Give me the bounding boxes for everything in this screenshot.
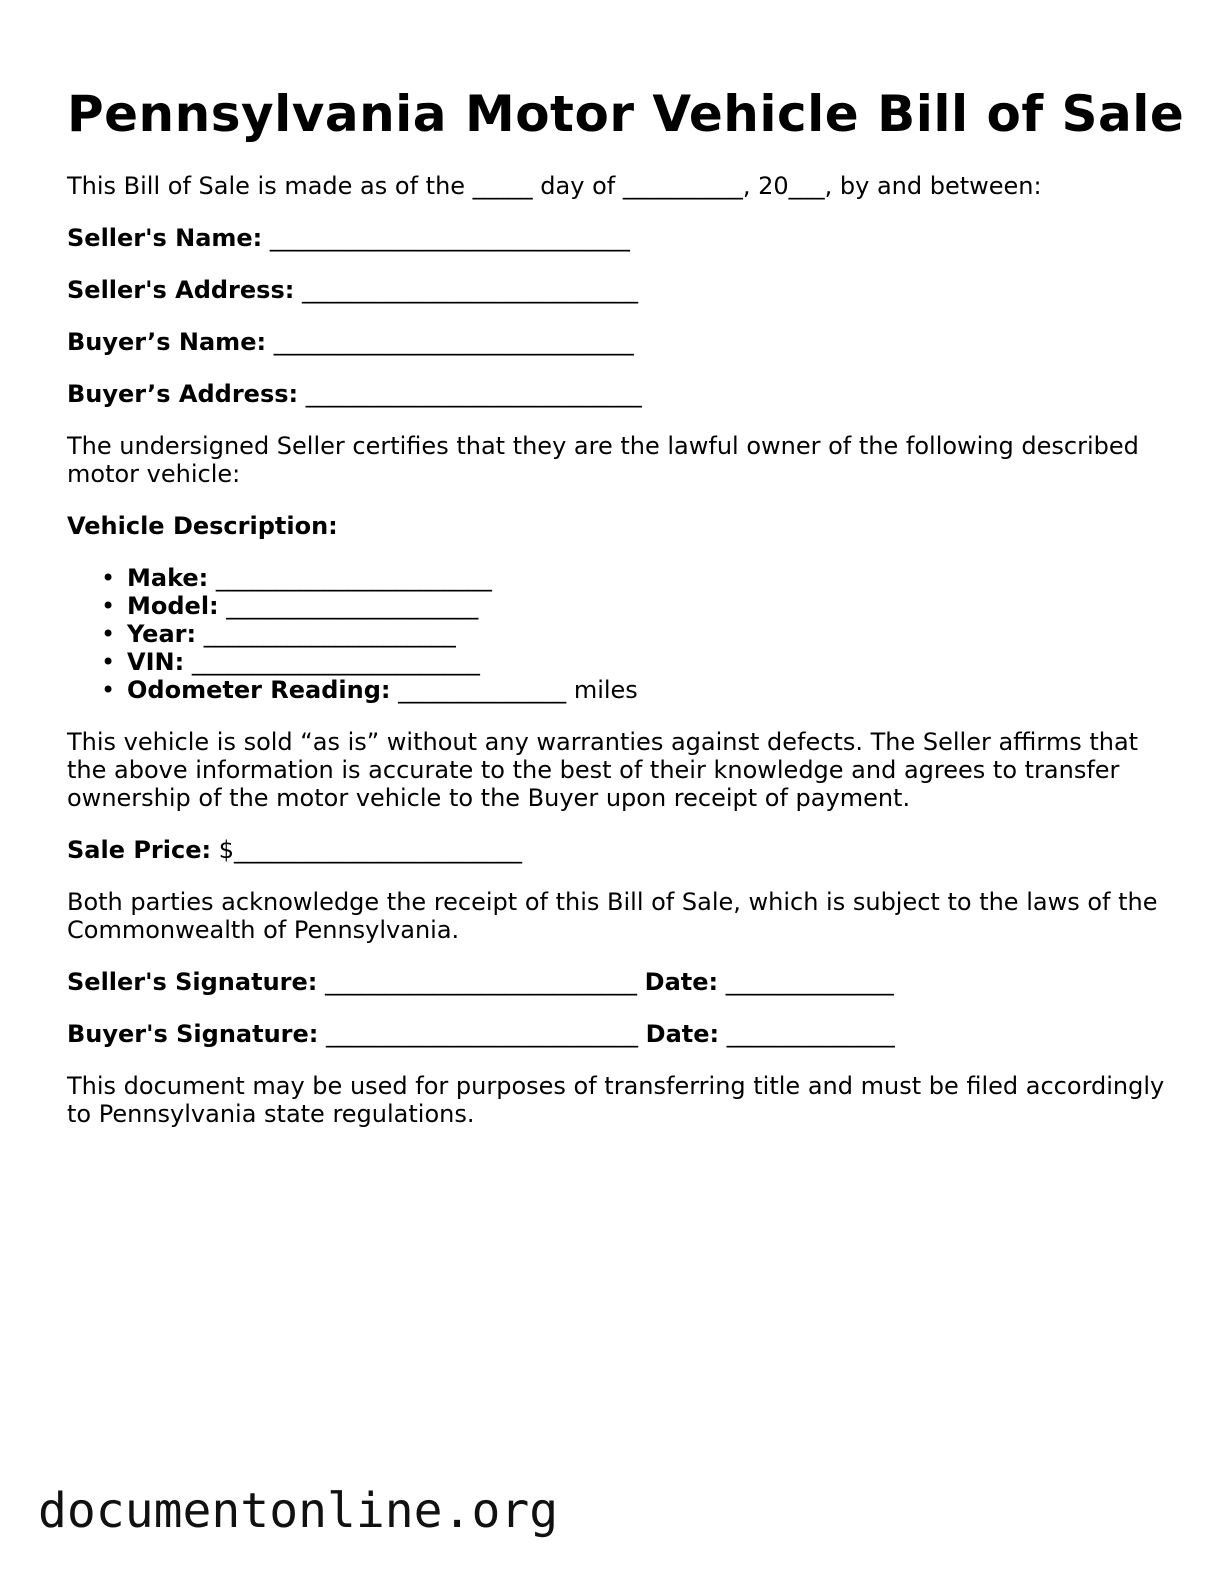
vehicle-odometer-blank[interactable]: ______________	[398, 676, 567, 704]
vehicle-odometer-field	[127, 676, 1167, 704]
document-title: Pennsylvania Motor Vehicle Bill of Sale	[67, 85, 1185, 143]
seller-name-field	[67, 224, 1167, 252]
vehicle-make-field	[127, 564, 1167, 592]
buyer-signature-label: Buyer's Signature:	[67, 1020, 319, 1048]
buyer-signature-blank[interactable]: __________________________	[326, 1020, 639, 1048]
vehicle-vin-field	[127, 648, 1167, 676]
buyer-address-field	[67, 380, 1167, 408]
vehicle-make-label: Make:	[127, 564, 209, 592]
buyer-address-label: Buyer’s Address:	[67, 380, 299, 408]
closing-note: This document may be used for purposes of transferring title and must be filed accordingly to Pennsylvania state regulations.	[67, 1072, 1165, 1128]
sale-price-blank[interactable]: $________________________	[218, 836, 523, 864]
seller-date-blank[interactable]: ______________	[725, 968, 894, 996]
seller-signature-blank[interactable]: __________________________	[325, 968, 637, 996]
vehicle-odometer-label: Odometer Reading:	[127, 676, 391, 704]
seller-name-blank[interactable]: ______________________________	[269, 224, 630, 252]
intro-text: This Bill of Sale is made as of the _____ day of __________, 20___, by and between:	[67, 172, 1042, 200]
vehicle-model-field	[127, 592, 1167, 620]
vehicle-year-field	[127, 620, 1167, 648]
seller-address-field	[67, 276, 1167, 304]
buyer-signature-row	[67, 1020, 1167, 1048]
buyer-date-blank[interactable]: ______________	[726, 1020, 895, 1048]
acknowledgment-text: Both parties acknowledge the receipt of this Bill of Sale, which is subject to the laws of the Commonwealth of Pennsylvania.	[67, 888, 1158, 944]
vehicle-vin-blank[interactable]: ________________________	[191, 648, 480, 676]
vehicle-description-heading: Vehicle Description:	[67, 512, 338, 540]
document-page	[67, 84, 1185, 1128]
seller-date-label: Date:	[644, 968, 719, 996]
vehicle-year-blank[interactable]: _____________________	[203, 620, 456, 648]
seller-address-label: Seller's Address:	[67, 276, 295, 304]
seller-address-blank[interactable]: ____________________________	[301, 276, 638, 304]
vehicle-field-list	[67, 564, 1167, 704]
buyer-date-label: Date:	[645, 1020, 720, 1048]
vehicle-model-label: Model:	[127, 592, 219, 620]
buyer-name-label: Buyer’s Name:	[67, 328, 267, 356]
vehicle-model-blank[interactable]: _____________________	[226, 592, 479, 620]
sale-price-label: Sale Price:	[67, 836, 212, 864]
buyer-name-blank[interactable]: ______________________________	[273, 328, 634, 356]
vehicle-make-blank[interactable]: _______________________	[215, 564, 492, 592]
vehicle-vin-label: VIN:	[127, 648, 185, 676]
as-is-statement: This vehicle is sold “as is” without any warranties against defects. The Seller affirms that the above information is accurate to the best of their knowledge and agrees to transfer ownership of the motor vehicle to the Buyer upon receipt of payment.	[67, 728, 1139, 812]
seller-signature-row	[67, 968, 1167, 996]
site-watermark: documentonline.org	[38, 1483, 559, 1539]
buyer-address-blank[interactable]: ____________________________	[305, 380, 642, 408]
seller-signature-label: Seller's Signature:	[67, 968, 318, 996]
certification-text: The undersigned Seller certifies that they are the lawful owner of the following described motor vehicle:	[67, 432, 1139, 488]
seller-name-label: Seller's Name:	[67, 224, 263, 252]
sale-price-field	[67, 836, 1167, 864]
vehicle-year-label: Year:	[127, 620, 197, 648]
vehicle-odometer-unit: miles	[573, 676, 638, 704]
buyer-name-field	[67, 328, 1167, 356]
